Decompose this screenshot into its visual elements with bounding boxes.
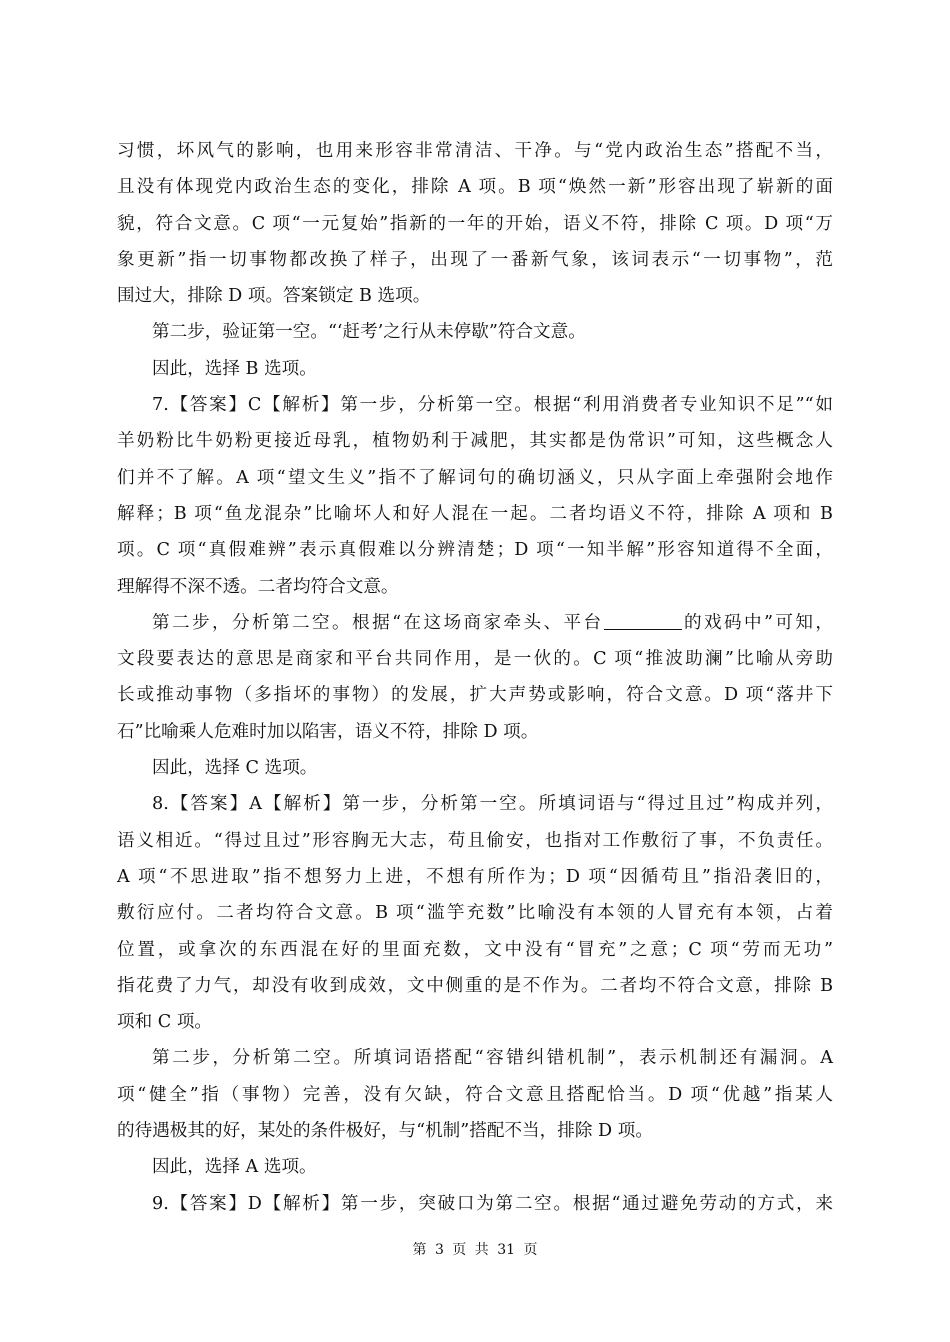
text-line: 围过大，排除 D 项。答案锁定 B 选项。 [117,286,431,307]
text-line: 第二步，验证第一空。“‘赶考’之行从未停歇”符合文意。 [152,322,586,343]
text-line: 解释；B 项“鱼龙混杂”比喻坏人和好人混在一起。二者均语义不符，排除 A 项和 B [117,503,833,524]
text-line: 位置，或拿次的东西混在好的里面充数，文中没有“冒充”之意；C 项“劳而无功” [117,939,833,960]
text-line: 因此，选择 A 选项。 [152,1157,317,1178]
text-line: 羊奶粉比牛奶粉更接近母乳，植物奶利于减肥，其实都是伪常识”可知，这些概念人 [117,431,833,452]
text-segment: 第二步，分析第二空。根据“在这场商家牵头、平台 [152,612,604,633]
text-line: 习惯，坏风气的影响，也用来形容非常清洁、干净。与“党内政治生态”搭配不当， [117,141,833,161]
text-line: 长或推动事物（多指坏的事物）的发展，扩大声势或影响，符合文意。D 项“落井下 [117,685,833,706]
text-line-with-blank [117,605,833,641]
text-line: 项。C 项“真假难辨”表示真假难以分辨清楚；D 项“一知半解”形容知道得不全面， [117,540,833,561]
question-7-answer-line: 7.【答案】C【解析】第一步，分析第一空。根据“利用消费者专业知识不足”“如 [152,395,833,416]
text-line: 指花费了力气，却没有收到成效，文中侧重的是不作为。二者均不符合文意，排除 B [117,975,833,996]
text-line: 象更新”指一切事物都改换了样子，出现了一番新气象，该词表示“一切事物”，范 [117,249,833,270]
text-line: 语义相近。“得过且过”形容胸无大志，苟且偷安，也指对工作敷衍了事，不负责任。 [117,830,833,851]
text-line: 理解得不深不透。二者均符合文意。 [117,576,399,597]
text-line: 且没有体现党内政治生态的变化，排除 A 项。B 项“焕然一新”形容出现了崭新的面 [117,177,833,198]
question-8-answer-line: 8.【答案】A【解析】第一步，分析第一空。所填词语与“得过且过”构成并列， [152,794,833,815]
text-line: A 项“不思进取”指不想努力上进，不想有所作为；D 项“因循苟且”指沿袭旧的， [117,866,833,887]
text-line: 第二步，分析第二空。所填词语搭配“容错纠错机制”，表示机制还有漏洞。A [152,1048,833,1069]
text-line: 项和 C 项。 [117,1012,213,1033]
fill-in-blank [604,611,682,630]
text-line: 石”比喻乘人危难时加以陷害，语义不符，排除 D 项。 [117,721,539,742]
answer-explanation-text [117,133,833,1222]
text-line: 因此，选择 C 选项。 [152,758,318,779]
text-segment: 的戏码中”可知， [681,612,833,633]
text-line: 敷衍应付。二者均符合文意。B 项“滥竽充数”比喻没有本领的人冒充有本领，占着 [117,903,833,924]
text-line: 貌，符合文意。C 项“一元复始”指新的一年的开始，语义不符，排除 C 项。D 项“万 [117,213,833,234]
text-line: 因此，选择 B 选项。 [152,358,317,379]
text-line: 项“健全”指（事物）完善，没有欠缺，符合文意且搭配恰当。D 项“优越”指某人 [117,1084,833,1105]
question-9-answer-line: 9.【答案】D【解析】第一步，突破口为第二空。根据“通过避免劳动的方式，来 [152,1193,833,1214]
page-number-footer: 第 3 页 共 31 页 [412,1242,538,1258]
text-line: 文段要表达的意思是商家和平台共同作用，是一伙的。C 项“推波助澜”比喻从旁助 [117,649,833,670]
text-line: 们并不了解。A 项“望文生义”指不了解词句的确切涵义，只从字面上牵强附会地作 [117,467,833,488]
text-line: 的待遇极其的好，某处的条件极好，与“机制”搭配不当，排除 D 项。 [117,1121,653,1142]
